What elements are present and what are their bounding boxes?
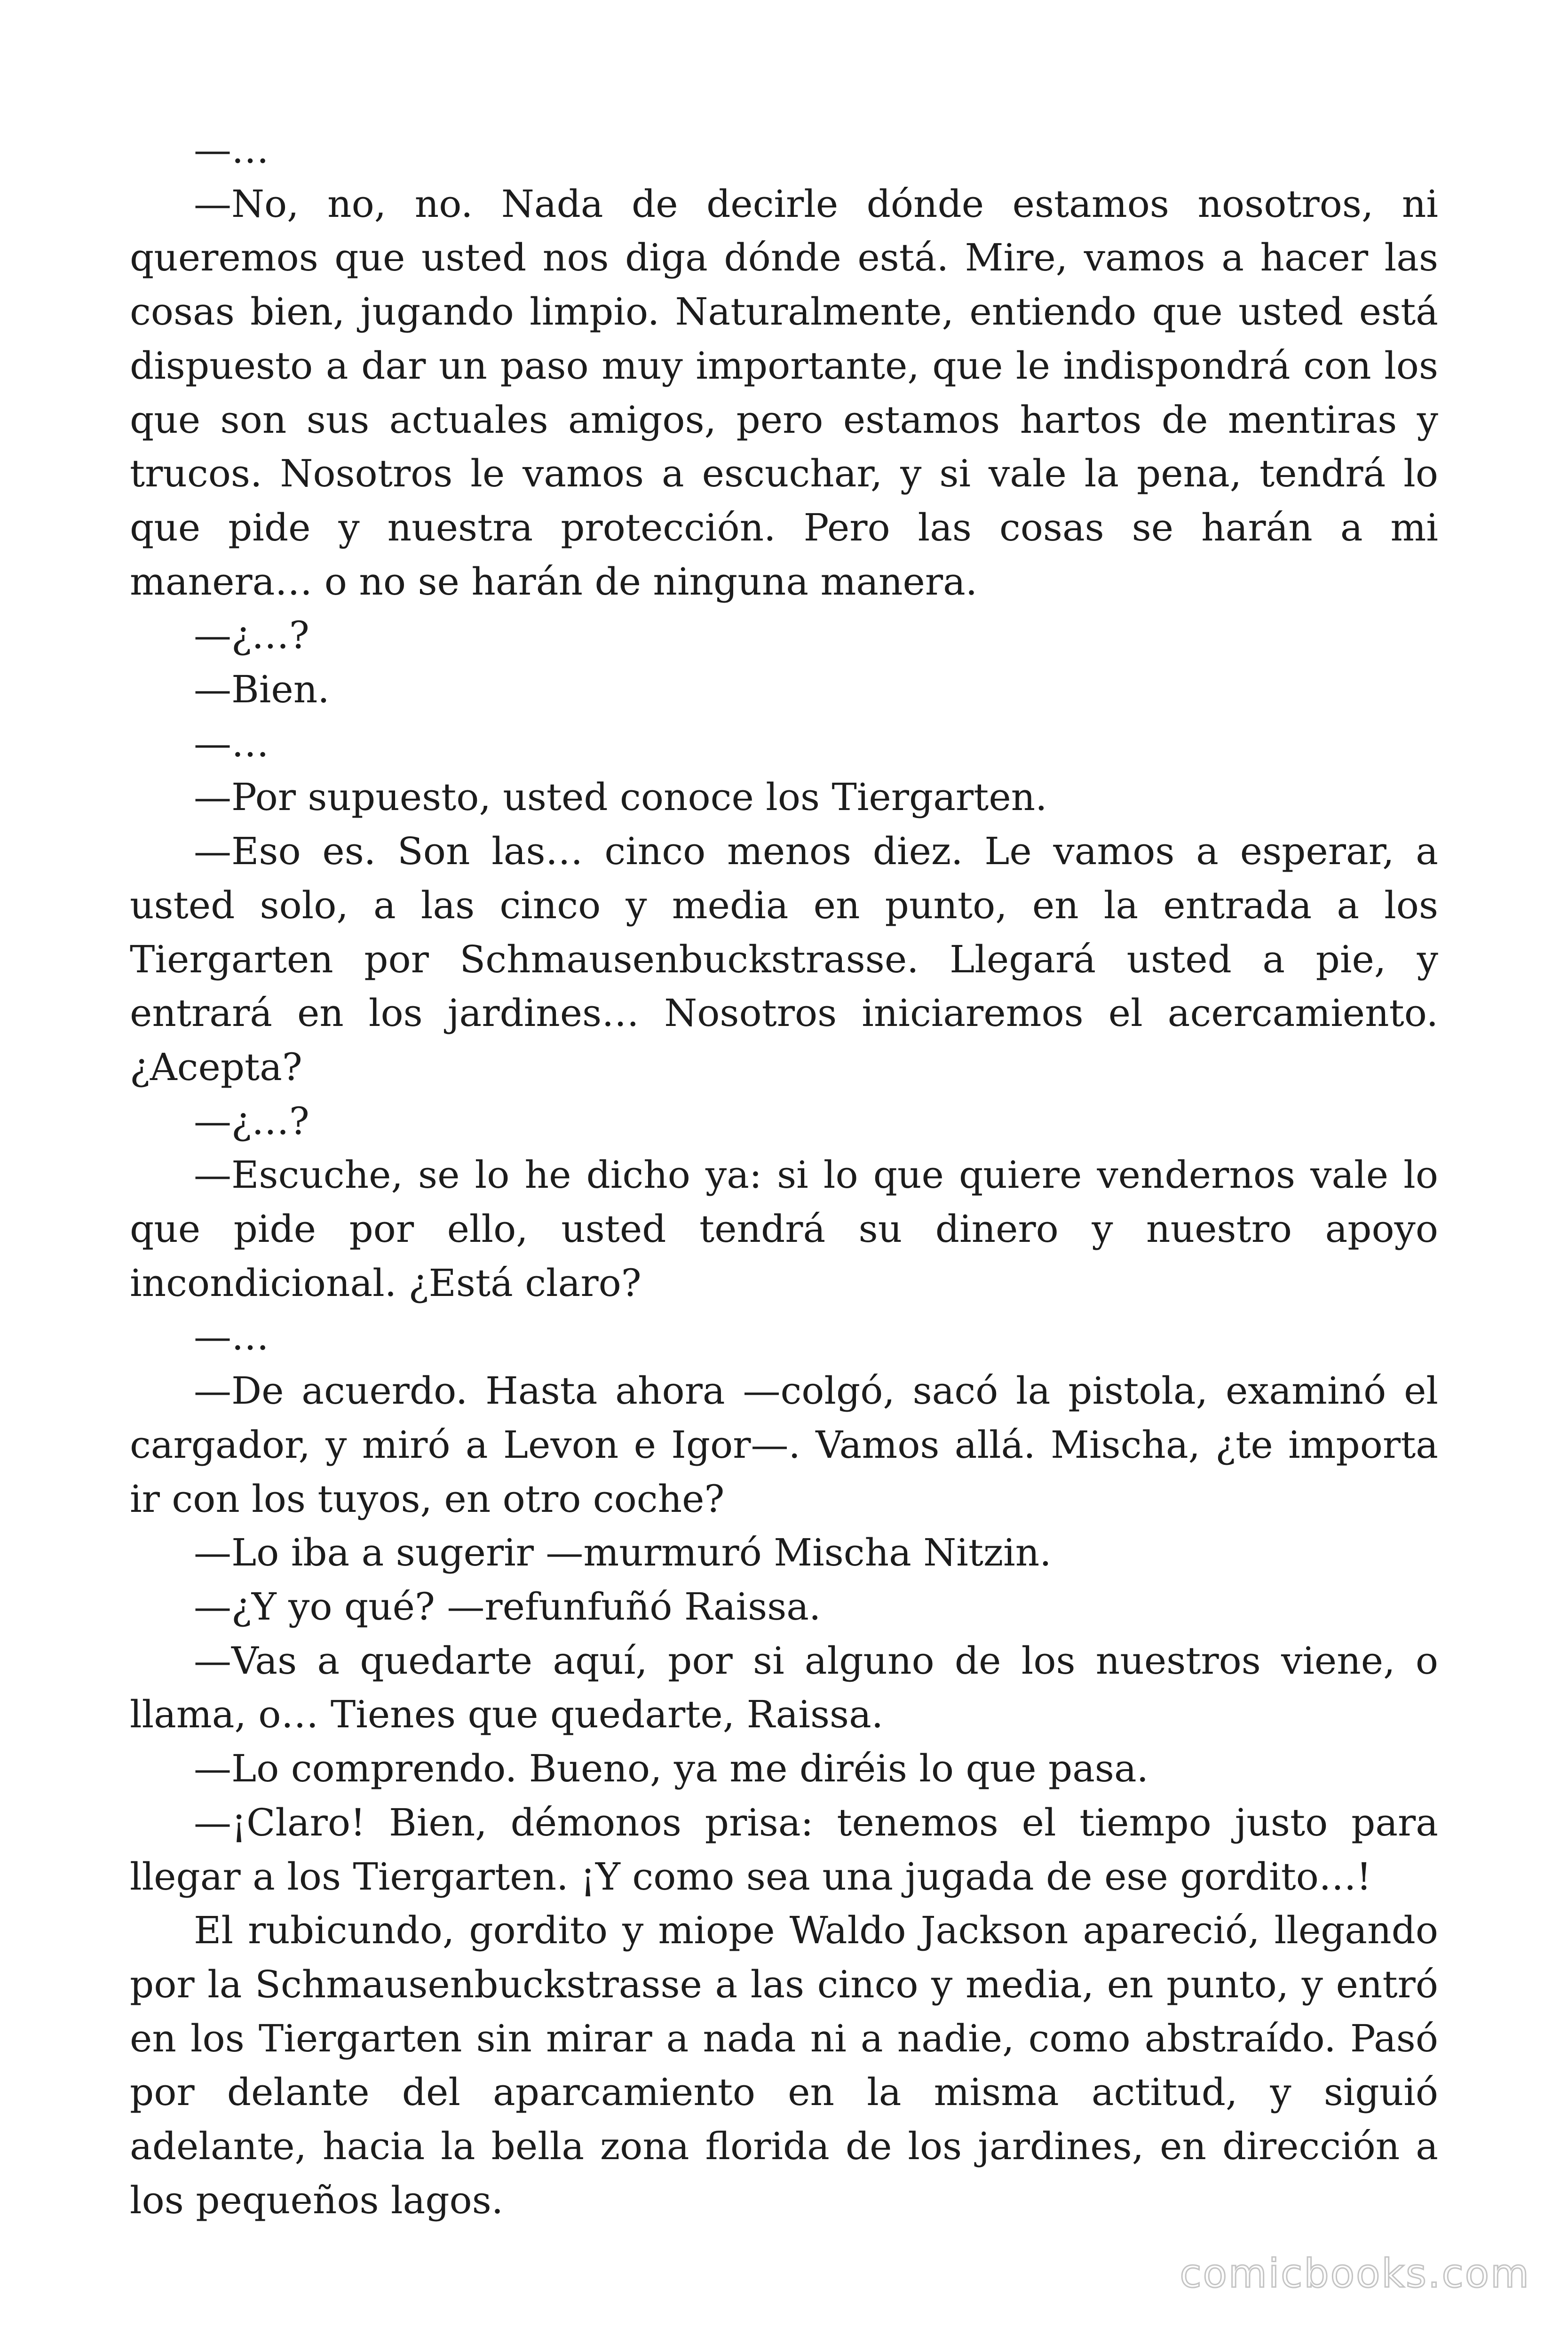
- paragraph: —Bien.: [194, 667, 330, 712]
- paragraph: —…: [194, 128, 269, 172]
- watermark: comicbooks.com: [1180, 2250, 1530, 2296]
- paragraph: —…: [194, 721, 269, 765]
- paragraph: —¿Y yo qué? —refunfuñó Raissa.: [194, 1584, 821, 1629]
- paragraph: —Lo iba a sugerir —murmuró Mischa Nitzin.: [194, 1531, 1052, 1575]
- paragraph: —Vas a quedarte aquí, por si alguno de los nuestros viene, o llama, o… Tienes que quedarte, Raissa.: [130, 1638, 1438, 1737]
- paragraph: —¿…?: [194, 1099, 309, 1143]
- paragraph: —¡Claro! Bien, démonos prisa: tenemos el tiempo justo para llegar a los Tiergarten. ¡Y como sea una jugada de ese gordito…!: [130, 1800, 1438, 1899]
- paragraph: —…: [194, 1315, 269, 1359]
- paragraph: —Lo comprendo. Bueno, ya me diréis lo que pasa.: [194, 1747, 1149, 1791]
- paragraph: El rubicundo, gordito y miope Waldo Jackson apareció, llegando por la Schmausenbuckstrasse a las cinco y media, en punto, y entró en los Tiergarten sin mirar a nada ni a nadie, como abstraído. Pasó por delante del aparcamiento en la misma actitud, y siguió adelante, hacia la bella zona florida de los jardines, en dirección a los pequeños lagos.: [130, 1908, 1438, 2222]
- paragraph: —Escuche, se lo he dicho ya: si lo que quiere vendernos vale lo que pide por ello, usted tendrá su dinero y nuestro apoyo incondicional. ¿Está claro?: [130, 1153, 1438, 1305]
- paragraph: —Por supuesto, usted conoce los Tiergarten.: [194, 775, 1047, 819]
- paragraph: —Eso es. Son las… cinco menos diez. Le vamos a esperar, a usted solo, a las cinco y media en punto, en la entrada a los Tiergarten por Schmausenbuckstrasse. Llegará usted a pie, y entrará en los jardines… Nosotros iniciaremos el acercamiento. ¿Acepta?: [130, 829, 1438, 1089]
- body-text: [130, 123, 1438, 2227]
- paragraph: —De acuerdo. Hasta ahora —colgó, sacó la pistola, examinó el cargador, y miró a Levon e Igor—. Vamos allá. Mischa, ¿te importa ir con los tuyos, en otro coche?: [130, 1369, 1438, 1521]
- paragraph: —No, no, no. Nada de decirle dónde estamos nosotros, ni queremos que usted nos diga dónde está. Mire, vamos a hacer las cosas bien, jugando limpio. Naturalmente, entiendo que usted está dispuesto a dar un paso muy importante, que le indispondrá con los que son sus actuales amigos, pero estamos hartos de mentiras y trucos. Nosotros le vamos a escuchar, y si vale la pena, tendrá lo que pide y nuestra protección. Pero las cosas se harán a mi manera… o no se harán de ninguna manera.: [130, 182, 1438, 604]
- paragraph: —¿…?: [194, 613, 309, 658]
